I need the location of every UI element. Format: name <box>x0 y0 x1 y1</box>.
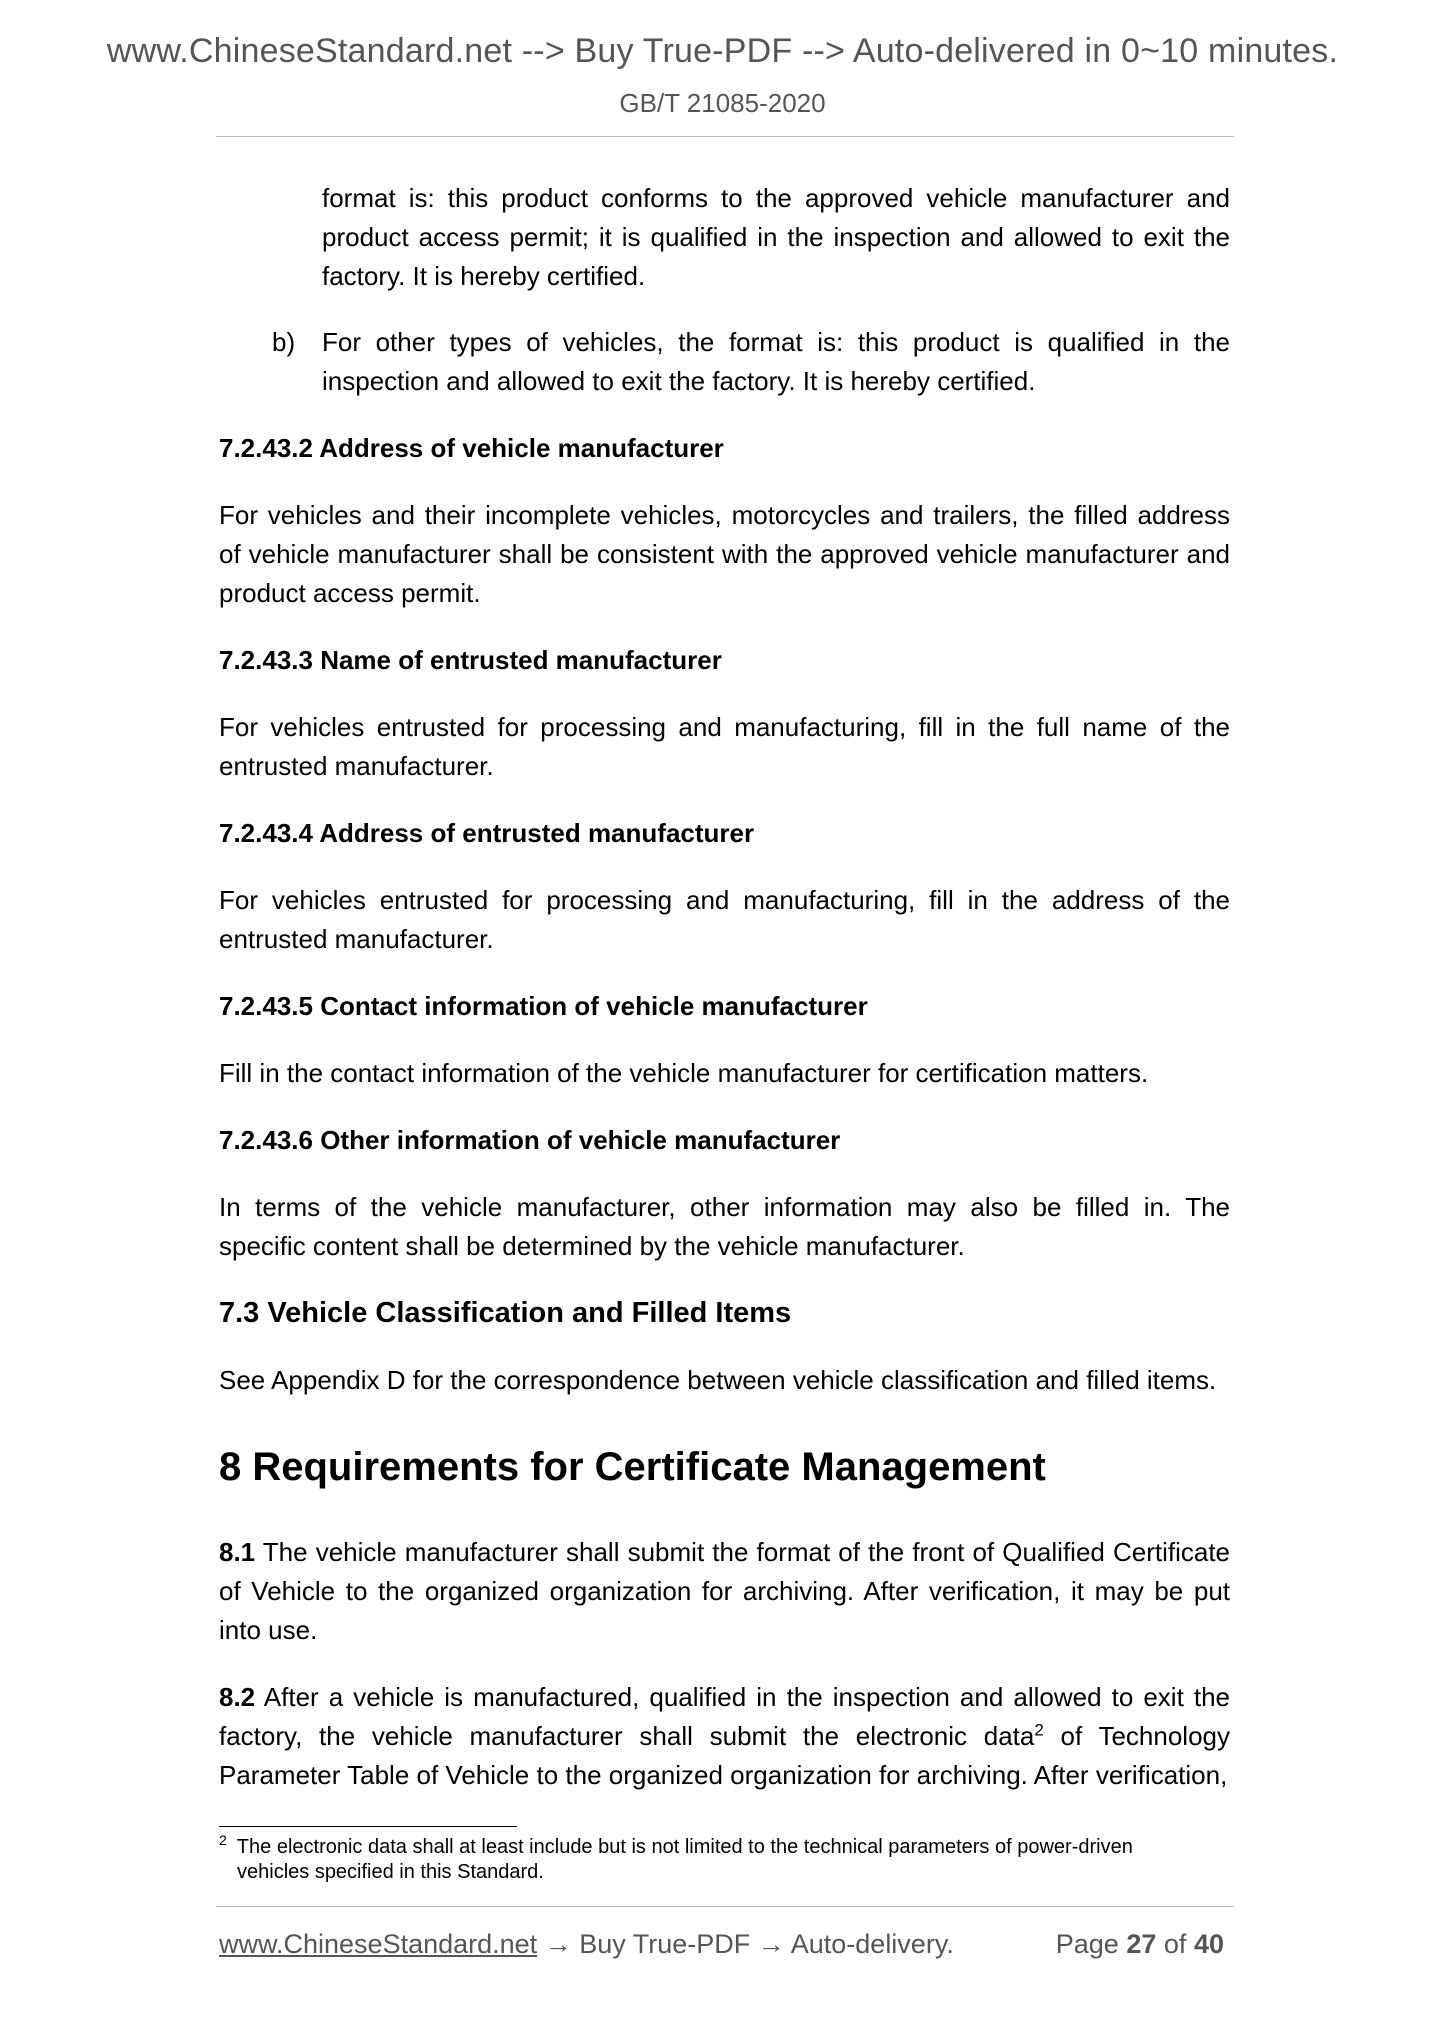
page-number: 27 <box>1126 1929 1157 1959</box>
list-item-text: For other types of vehicles, the format is: this product is qualified in the inspection and allowed to exit the factory. It is hereby certified. <box>322 327 1230 396</box>
header-banner: www.ChineseStandard.net --> Buy True-PDF --> Auto-delivered in 0~10 minutes. <box>106 32 1339 70</box>
section-heading-7-2-43-2: 7.2.43.2 Address of vehicle manufacturer <box>219 433 724 463</box>
section-text-7-2-43-2: For vehicles and their incomplete vehicles, motorcycles and trailers, the filled address of vehicle manufacturer shall be consistent with the approved vehicle manufacturer and product access permit. <box>219 500 1230 608</box>
section-text-7-2-43-6: In terms of the vehicle manufacturer, other information may also be filled in. The specific content shall be determined by the vehicle manufacturer. <box>219 1192 1230 1261</box>
footnote-line-2: vehicles specified in this Standard. <box>237 1861 544 1883</box>
clause-8-1 <box>219 1533 1230 1650</box>
footnote-separator <box>219 1826 517 1827</box>
list-item-label: b) <box>272 327 296 357</box>
footer-site-link[interactable]: www.ChineseStandard.net <box>219 1929 538 1959</box>
page-label: Page <box>1055 1929 1119 1959</box>
page-content <box>219 179 1230 1795</box>
section-heading-7-2-43-6: 7.2.43.6 Other information of vehicle manufacturer <box>219 1125 841 1155</box>
clause-text: After a vehicle is manufactured, qualified in the inspection and allowed to exit the factory, the vehicle manufacturer shall submit the electronic data <box>219 1682 1230 1751</box>
section-heading-7-2-43-3: 7.2.43.3 Name of entrusted manufacturer <box>219 645 722 675</box>
footnote-number: 2 <box>219 1832 227 1849</box>
section-heading-7-2-43-5: 7.2.43.5 Contact information of vehicle manufacturer <box>219 991 868 1021</box>
section-text-7-2-43-3: For vehicles entrusted for processing and manufacturing, fill in the full name of the entrusted manufacturer. <box>219 712 1230 781</box>
section-heading-7-3: 7.3 Vehicle Classification and Filled Items <box>219 1297 792 1329</box>
of-label: of <box>1163 1929 1187 1959</box>
footnote <box>219 1832 1230 1885</box>
list-item-b <box>272 323 1230 401</box>
page-total: 40 <box>1193 1929 1224 1959</box>
footer-divider <box>216 1906 1234 1907</box>
clause-number: 8.2 <box>219 1682 256 1712</box>
clause-number: 8.1 <box>219 1537 256 1567</box>
header-divider <box>216 136 1234 137</box>
footer-text: → Buy True-PDF → Auto-delivery. <box>537 1929 954 1959</box>
page-indicator <box>1056 1929 1224 1960</box>
footnote-reference[interactable]: 2 <box>1034 1720 1044 1740</box>
clause-text-continued: of Technology Parameter Table of Vehicle to the organized organization for archiving. After verification, <box>219 1721 1230 1790</box>
section-text-7-3: See Appendix D for the correspondence between vehicle classification and filled items. <box>219 1365 1217 1395</box>
continued-paragraph: format is: this product conforms to the approved vehicle manufacturer and product access permit; it is qualified in the inspection and allowed to exit the factory. It is hereby certified. <box>322 183 1230 291</box>
standard-code: GB/T 21085-2020 <box>619 88 826 118</box>
chapter-heading-8: 8 Requirements for Certificate Management <box>219 1445 1046 1489</box>
clause-text: The vehicle manufacturer shall submit the format of the front of Qualified Certificate of Vehicle to the organized organization for archiving. After verification, it may be put into use. <box>219 1537 1230 1645</box>
section-heading-7-2-43-4: 7.2.43.4 Address of entrusted manufacturer <box>219 818 755 848</box>
clause-8-2 <box>219 1678 1230 1795</box>
footnote-line-1: The electronic data shall at least include but is not limited to the technical parameters of power-driven <box>236 1836 1133 1858</box>
page-footer <box>219 1929 1230 1960</box>
section-text-7-2-43-4: For vehicles entrusted for processing and manufacturing, fill in the address of the entrusted manufacturer. <box>219 885 1230 954</box>
section-text-7-2-43-5: Fill in the contact information of the vehicle manufacturer for certification matters. <box>219 1058 1149 1088</box>
